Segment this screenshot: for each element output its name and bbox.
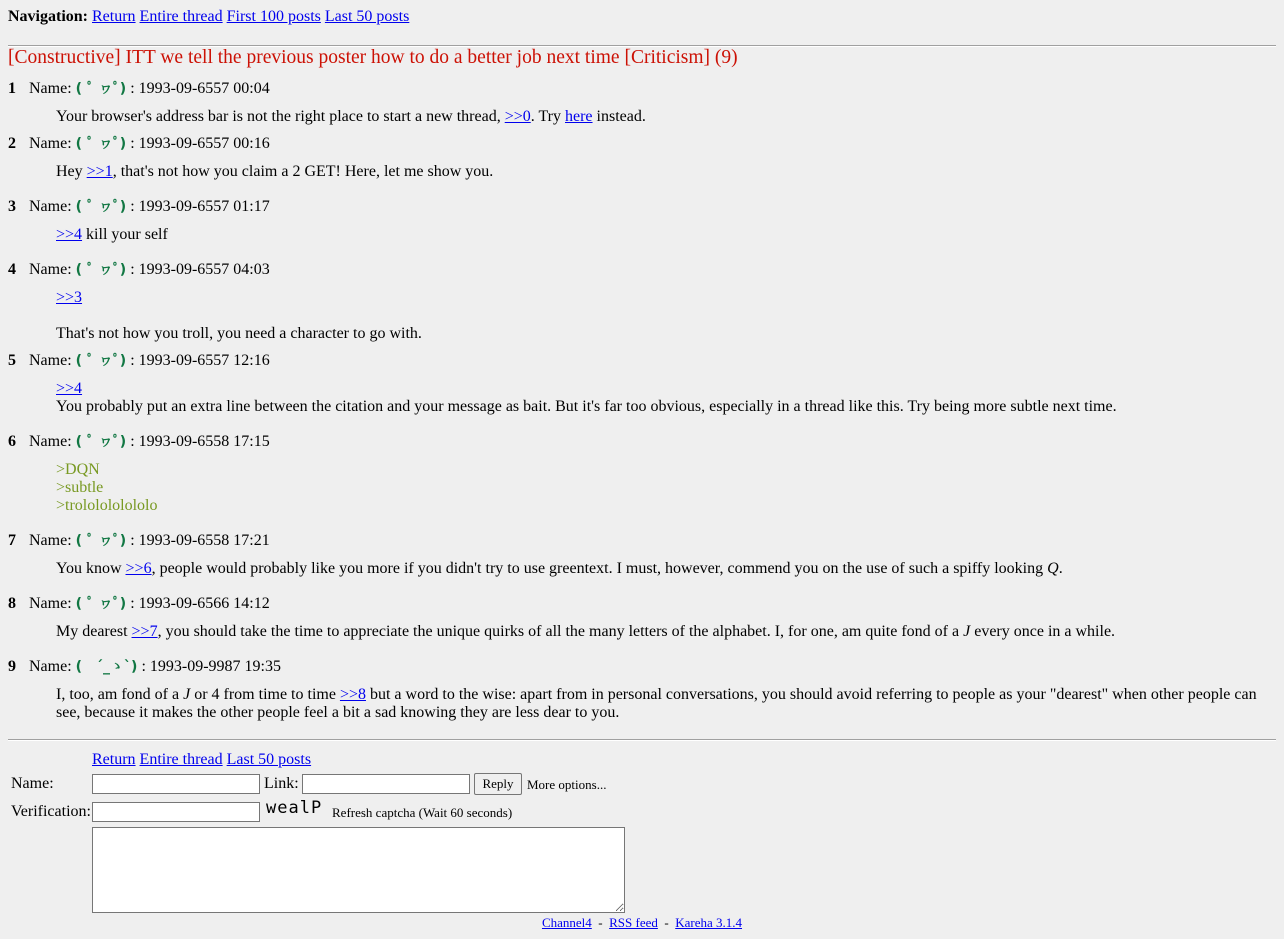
nav-return-link[interactable]: Return bbox=[92, 8, 136, 25]
name-label: Name: bbox=[29, 658, 72, 675]
post-header bbox=[8, 594, 270, 614]
post-date: : 1993-09-9987 19:35 bbox=[141, 658, 281, 675]
post-text: , you should take the time to appreciate the unique quirks of all the many letters of the alphabet. I, for one, am quite fond of a bbox=[157, 623, 964, 640]
quote-link[interactable]: >>7 bbox=[131, 623, 158, 640]
post-date: : 1993-09-6557 00:16 bbox=[130, 135, 270, 152]
top-navigation bbox=[8, 7, 409, 27]
post-number: 7 bbox=[8, 532, 16, 549]
post-number: 9 bbox=[8, 658, 16, 675]
poster-nick: ( ﾟ ヮﾟ) bbox=[75, 136, 127, 152]
poster-nick: ( ´_ゝ`) bbox=[75, 659, 138, 675]
link-field-label: Link: bbox=[264, 775, 299, 792]
name-label: Name: bbox=[29, 433, 72, 450]
footer-channel4-link[interactable]: Channel4 bbox=[541, 915, 592, 930]
post-text: kill your self bbox=[82, 226, 168, 243]
nav-entire-thread-link[interactable]: Entire thread bbox=[139, 8, 223, 25]
captcha-image: wealP bbox=[266, 798, 323, 818]
thread-title: [Constructive] ITT we tell the previous poster how to do a better job next time [Criticism] (9) bbox=[8, 47, 738, 68]
poster-nick: ( ﾟ ヮﾟ) bbox=[75, 533, 127, 549]
post-body bbox=[56, 289, 1274, 343]
post-text: You know bbox=[56, 560, 126, 577]
name-label: Name: bbox=[29, 198, 72, 215]
post-date: : 1993-09-6557 00:04 bbox=[130, 80, 270, 97]
name-label: Name: bbox=[29, 135, 72, 152]
name-label: Name: bbox=[29, 80, 72, 97]
post-date: : 1993-09-6558 17:15 bbox=[130, 433, 270, 450]
post-text: I, too, am fond of a bbox=[56, 686, 184, 703]
emphasis: J bbox=[963, 623, 971, 640]
poster-nick: ( ﾟ ヮﾟ) bbox=[75, 262, 127, 278]
footer-kareha-link[interactable]: Kareha 3.1.4 bbox=[675, 915, 743, 930]
post-text: , people would probably like you more if you didn't try to use greentext. I must, however, commend you on the use of such a spiffy looking bbox=[151, 560, 1048, 577]
post-date: : 1993-09-6566 14:12 bbox=[130, 595, 270, 612]
quote-link[interactable]: >>4 bbox=[56, 380, 83, 397]
post-body bbox=[56, 686, 1274, 722]
post-text: every once in a while. bbox=[970, 623, 1116, 640]
bottom-divider bbox=[8, 739, 1276, 741]
post-text: but a word to the wise: apart from in personal conversations, you should avoid referring to people as your "dearest" when other people can see, because it makes the other people feel a bit a sad knowing they are less dear to you. bbox=[56, 686, 1257, 721]
name-label: Name: bbox=[29, 532, 72, 549]
footer-rss-link[interactable]: RSS feed bbox=[609, 915, 658, 930]
post-number: 6 bbox=[8, 433, 16, 450]
post-number: 4 bbox=[8, 261, 16, 278]
post-header bbox=[8, 432, 270, 452]
post-number: 2 bbox=[8, 135, 16, 152]
nav-first-100-link[interactable]: First 100 posts bbox=[226, 8, 321, 25]
post-text: , that's not how you claim a 2 GET! Here, let me show you. bbox=[112, 163, 494, 180]
verification-label: Verification: bbox=[11, 803, 91, 820]
post-body bbox=[56, 461, 1274, 515]
quote-link[interactable]: >>4 bbox=[56, 226, 83, 243]
post-number: 1 bbox=[8, 80, 16, 97]
verification-input[interactable] bbox=[92, 802, 260, 822]
quote-link[interactable]: >>1 bbox=[86, 163, 113, 180]
post-header bbox=[8, 260, 270, 280]
name-field-label: Name: bbox=[11, 775, 54, 792]
post-header bbox=[8, 79, 270, 99]
post-header bbox=[8, 531, 270, 551]
post-date: : 1993-09-6558 17:21 bbox=[130, 532, 270, 549]
post-text: instead. bbox=[592, 108, 646, 125]
name-label: Name: bbox=[29, 595, 72, 612]
post-body bbox=[56, 623, 1274, 641]
post-body bbox=[56, 560, 1274, 578]
message-textarea[interactable] bbox=[92, 827, 625, 913]
post-date: : 1993-09-6557 01:17 bbox=[130, 198, 270, 215]
post-text: . Try bbox=[530, 108, 565, 125]
post-header bbox=[8, 657, 281, 677]
post-body bbox=[56, 163, 1274, 181]
post-header bbox=[8, 134, 270, 154]
footer bbox=[0, 914, 1284, 932]
quote-link[interactable]: >>8 bbox=[339, 686, 366, 703]
quote-link[interactable]: >>3 bbox=[56, 289, 83, 306]
post-number: 8 bbox=[8, 595, 16, 612]
post-body bbox=[56, 108, 1274, 126]
post-body bbox=[56, 380, 1274, 416]
poster-nick: ( ﾟ ヮﾟ) bbox=[75, 199, 127, 215]
poster-nick: ( ﾟ ヮﾟ) bbox=[75, 434, 127, 450]
footer-separator: - bbox=[664, 915, 669, 930]
greentext-line: >trololololololo bbox=[56, 497, 158, 514]
form-last-50-link[interactable]: Last 50 posts bbox=[226, 751, 312, 768]
name-label: Name: bbox=[29, 352, 72, 369]
emphasis: Q bbox=[1047, 560, 1059, 577]
link-input[interactable] bbox=[302, 774, 470, 794]
poster-nick: ( ﾟ ヮﾟ) bbox=[75, 81, 127, 97]
post-date: : 1993-09-6557 12:16 bbox=[130, 352, 270, 369]
form-entire-thread-link[interactable]: Entire thread bbox=[139, 751, 223, 768]
greentext-line: >DQN bbox=[56, 461, 100, 478]
nav-last-50-link[interactable]: Last 50 posts bbox=[324, 8, 410, 25]
post-text: Your browser's address bar is not the right place to start a new thread, bbox=[56, 108, 505, 125]
post-text: My dearest bbox=[56, 623, 132, 640]
navigation-label: Navigation: bbox=[8, 8, 88, 25]
form-return-link[interactable]: Return bbox=[92, 751, 136, 768]
quote-link[interactable]: >>6 bbox=[125, 560, 152, 577]
quote-link[interactable]: >>0 bbox=[504, 108, 531, 125]
refresh-captcha-text[interactable]: Refresh captcha (Wait 60 seconds) bbox=[332, 805, 513, 820]
more-options-link[interactable]: More options... bbox=[527, 777, 607, 792]
reply-button[interactable]: Reply bbox=[474, 773, 522, 795]
post-text: You probably put an extra line between the citation and your message as bait. But it's far too obvious, especially in a thread like this. Try being more subtle next time. bbox=[56, 398, 1117, 415]
poster-nick: ( ﾟ ヮﾟ) bbox=[75, 596, 127, 612]
post-body bbox=[56, 226, 1274, 244]
post-number: 5 bbox=[8, 352, 16, 369]
post-number: 3 bbox=[8, 198, 16, 215]
post-text: That's not how you troll, you need a character to go with. bbox=[56, 325, 422, 342]
post-text: Hey bbox=[56, 163, 87, 180]
post-header bbox=[8, 197, 270, 217]
here-link[interactable]: here bbox=[565, 108, 593, 125]
post-text: or 4 from time to time bbox=[190, 686, 340, 703]
poster-nick: ( ﾟ ヮﾟ) bbox=[75, 353, 127, 369]
name-input[interactable] bbox=[92, 774, 260, 794]
greentext-line: >subtle bbox=[56, 479, 104, 496]
name-label: Name: bbox=[29, 261, 72, 278]
footer-separator: - bbox=[598, 915, 603, 930]
emphasis: J bbox=[183, 686, 191, 703]
post-header bbox=[8, 351, 270, 371]
post-date: : 1993-09-6557 04:03 bbox=[130, 261, 270, 278]
form-navigation bbox=[92, 750, 311, 770]
post-text: . bbox=[1058, 560, 1063, 577]
